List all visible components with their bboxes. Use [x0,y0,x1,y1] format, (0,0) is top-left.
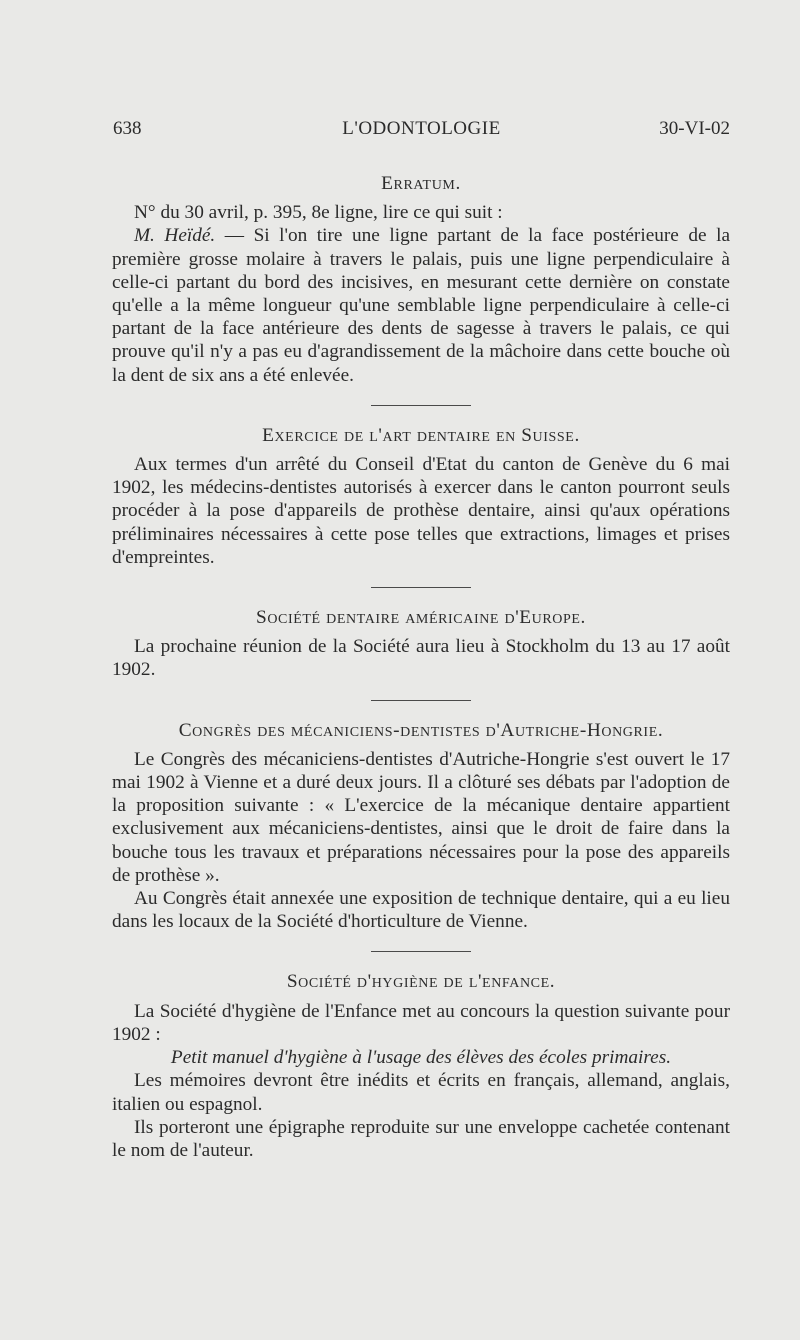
paragraph: Au Congrès était annexée une exposition de technique dentaire, qui a eu lieu dans les locaux de la Société d'horticulture de Vienne. [112,888,730,933]
section-title: Erratum. [381,173,461,194]
erratum-author: M. Heïdé. [134,225,216,247]
section-divider [371,700,471,701]
section-societe-americaine [112,606,730,682]
erratum-body: — Si l'on tire une ligne partant de la face postérieure de la première grosse molaire à travers le palais, puis une ligne perpendiculaire à celle-ci partant du bord des incisives, en mesurant cette dernière on constate qu'elle a la même longueur qu'une semblable ligne perpendiculaire à celle-ci partant de la face antérieure des dents de sagesse à travers le palais, ce qui prouve qu'il n'y a pas eu d'agrandissement de la mâchoire dans cette bouche où la dent de six ans a été enlevée. [112,225,731,386]
contest-question: Petit manuel d'hygiène à l'usage des élèves des écoles primaires. [170,1047,672,1069]
paragraph: La prochaine réunion de la Société aura lieu à Stockholm du 13 au 17 août 1902. [112,636,730,681]
paragraph: Aux termes d'un arrêté du Conseil d'Etat du canton de Genève du 6 mai 1902, les médecins-dentistes autorisés à exercer dans le canton pourront seuls procéder à la pose d'appareils de prothèse dentaire, ainsi qu'aux opérations préliminaires nécessaires à cette pose telles que extractions, limages et prises d'empreintes. [112,454,730,568]
section-title: Société dentaire américaine d'Europe. [256,607,586,629]
section-divider [371,951,471,952]
section-title: Congrès des mécaniciens-dentistes d'Autriche-Hongrie. [178,719,664,741]
section-erratum [112,172,730,387]
erratum-reference: N° du 30 avril, p. 395, 8e ligne, lire ce qui suit : [134,202,503,224]
section-divider [371,587,471,588]
section-congres [112,719,730,934]
paragraph: Le Congrès des mécaniciens-dentistes d'Autriche-Hongrie s'est ouvert le 17 mai 1902 à Vienne et a duré deux jours. Il a clôturé ses débats par l'adoption de la proposition suivante : « L'exercice de la mécanique dentaire appartient exclusivement aux mécaniciens-dentistes, ainsi que le droit de faire dans la bouche tous les travaux et préparations nécessaires pour la pose des appareils de prothèse ». [112,748,730,886]
page-number: 638 [113,118,142,139]
journal-title: L'ODONTOLOGIE [342,118,501,139]
running-header [113,118,730,144]
section-hygiene [112,970,730,1162]
section-suisse [112,424,730,569]
paragraph: Les mémoires devront être inédits et écrits en français, allemand, anglais, italien ou espagnol. [112,1070,730,1115]
issue-date: 30-VI-02 [659,118,730,139]
paragraph: Ils porteront une épigraphe reproduite sur une enveloppe cachetée contenant le nom de l'auteur. [112,1116,730,1161]
section-title: Société d'hygiène de l'enfance. [286,971,556,993]
section-title: Exercice de l'art dentaire en Suisse. [262,424,580,446]
erratum-text [112,224,730,386]
paragraph: La Société d'hygiène de l'Enfance met au concours la question suivante pour 1902 : [112,1000,730,1045]
article-body [112,172,730,1162]
section-divider [371,405,471,406]
